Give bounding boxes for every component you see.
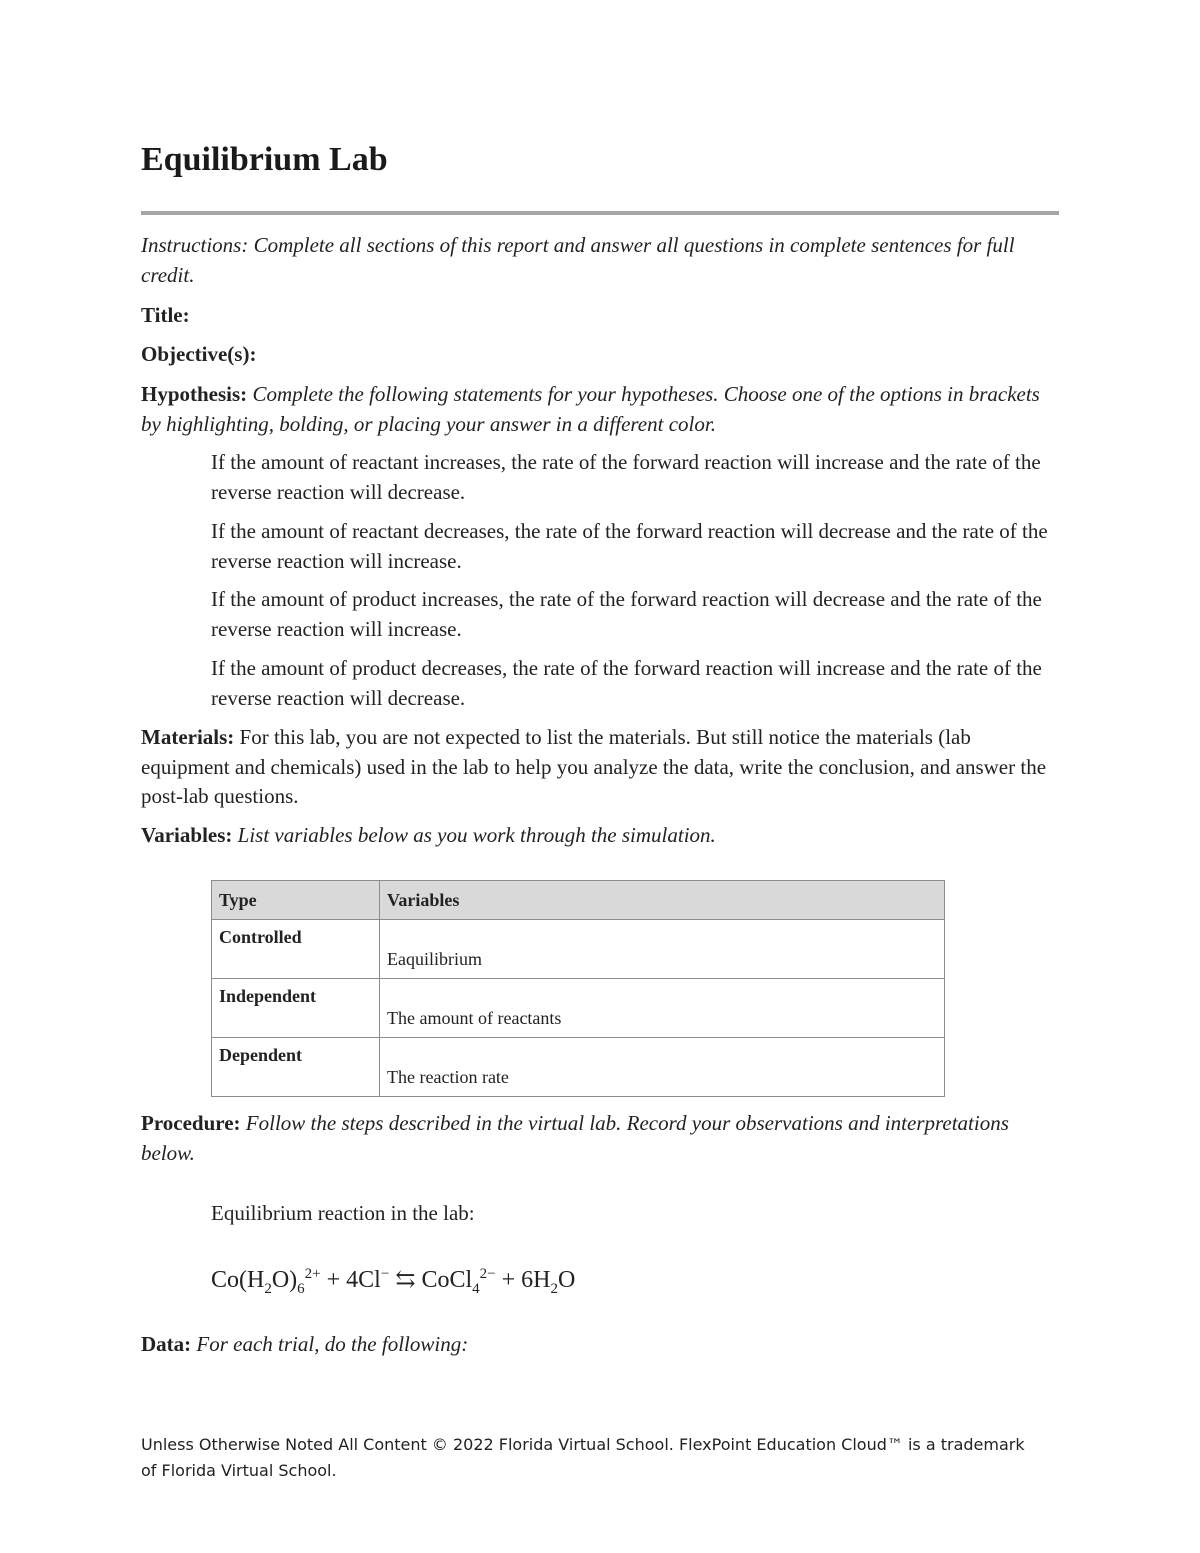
variables-instruction: List variables below as you work through the simulation. (237, 823, 716, 847)
data-instruction: For each trial, do the following: (196, 1332, 469, 1356)
eq-sub: 4 (472, 1280, 480, 1297)
eq-sub: 2 (550, 1280, 558, 1297)
instructions-text: Instructions: Complete all sections of this report and answer all questions in complete sentences for full credit. (141, 233, 1015, 287)
equilibrium-arrow-icon: ⇆ (389, 1267, 422, 1293)
eq-oxygen: O (557, 1267, 576, 1293)
row-type-controlled: Controlled (212, 920, 380, 979)
row-type-independent: Independent (212, 979, 380, 1038)
data-label: Data: (141, 1332, 192, 1356)
page-title: Equilibrium Lab (141, 141, 388, 178)
table-row (212, 1038, 945, 1097)
eq-chloride: + 4Cl (320, 1267, 381, 1293)
table-header-type: Type (212, 881, 380, 920)
objectives-label: Objective(s): (141, 342, 257, 366)
variables-table (211, 880, 945, 1097)
copyright-footer: Unless Otherwise Noted All Content © 2022 Florida Virtual School. FlexPoint Education Cloud™ is a trademark of Florida Virtual School. (141, 1435, 1025, 1480)
title-divider (141, 211, 1059, 215)
hypothesis-statement-4: If the amount of product decreases, the rate of the forward reaction will increase and the rate of the reverse reaction will decrease. (211, 656, 1042, 710)
data-section (141, 1330, 1056, 1360)
procedure-instruction: Follow the steps described in the virtual lab. Record your observations and interpretations below. (141, 1111, 1009, 1165)
row-value-independent[interactable]: The amount of reactants (380, 979, 945, 1038)
title-label: Title: (141, 303, 190, 327)
hypothesis-statement-2: If the amount of reactant decreases, the rate of the forward reaction will decrease and the rate of the reverse reaction will increase. (211, 519, 1048, 573)
eq-charge: − (380, 1266, 390, 1282)
eq-cobalt: Co(H (211, 1267, 265, 1293)
variables-label: Variables: (141, 823, 233, 847)
hypothesis-label: Hypothesis: (141, 382, 248, 406)
hypothesis-section (141, 380, 1056, 439)
materials-text: For this lab, you are not expected to list the materials. But still notice the materials (lab equipment and chemicals) used in the lab to help you analyze the data, write the conclusion, and answer the post-lab questions. (141, 725, 1047, 808)
table-row (212, 920, 945, 979)
hypothesis-statement-1: If the amount of reactant increases, the rate of the forward reaction will increase and the rate of the reverse reaction will decrease. (211, 450, 1041, 504)
procedure-label: Procedure: (141, 1111, 241, 1135)
materials-label: Materials: (141, 725, 235, 749)
variables-section (141, 821, 1056, 851)
procedure-section (141, 1109, 1056, 1168)
eq-water-close: O) (271, 1267, 298, 1293)
equilibrium-equation (211, 1256, 575, 1307)
equilibrium-reaction-label: Equilibrium reaction in the lab: (211, 1201, 475, 1225)
materials-section (141, 723, 1056, 812)
table-header-row (212, 881, 945, 920)
eq-sub: 2 (264, 1280, 272, 1297)
table-row (212, 979, 945, 1038)
eq-water-product: + 6H (495, 1267, 551, 1293)
eq-charge: 2+ (304, 1266, 321, 1282)
table-header-variables: Variables (380, 881, 945, 920)
eq-product: CoCl (421, 1267, 473, 1293)
row-value-controlled[interactable]: Eaquilibrium (380, 920, 945, 979)
eq-sub: 6 (297, 1280, 305, 1297)
hypothesis-instruction: Complete the following statements for your hypotheses. Choose one of the options in brackets by highlighting, bolding, or placing your answer in a different color. (141, 382, 1040, 436)
row-value-dependent[interactable]: The reaction rate (380, 1038, 945, 1097)
eq-charge: 2− (479, 1266, 496, 1282)
row-type-dependent: Dependent (212, 1038, 380, 1097)
hypothesis-statement-3: If the amount of product increases, the rate of the forward reaction will decrease and the rate of the reverse reaction will increase. (211, 587, 1042, 641)
